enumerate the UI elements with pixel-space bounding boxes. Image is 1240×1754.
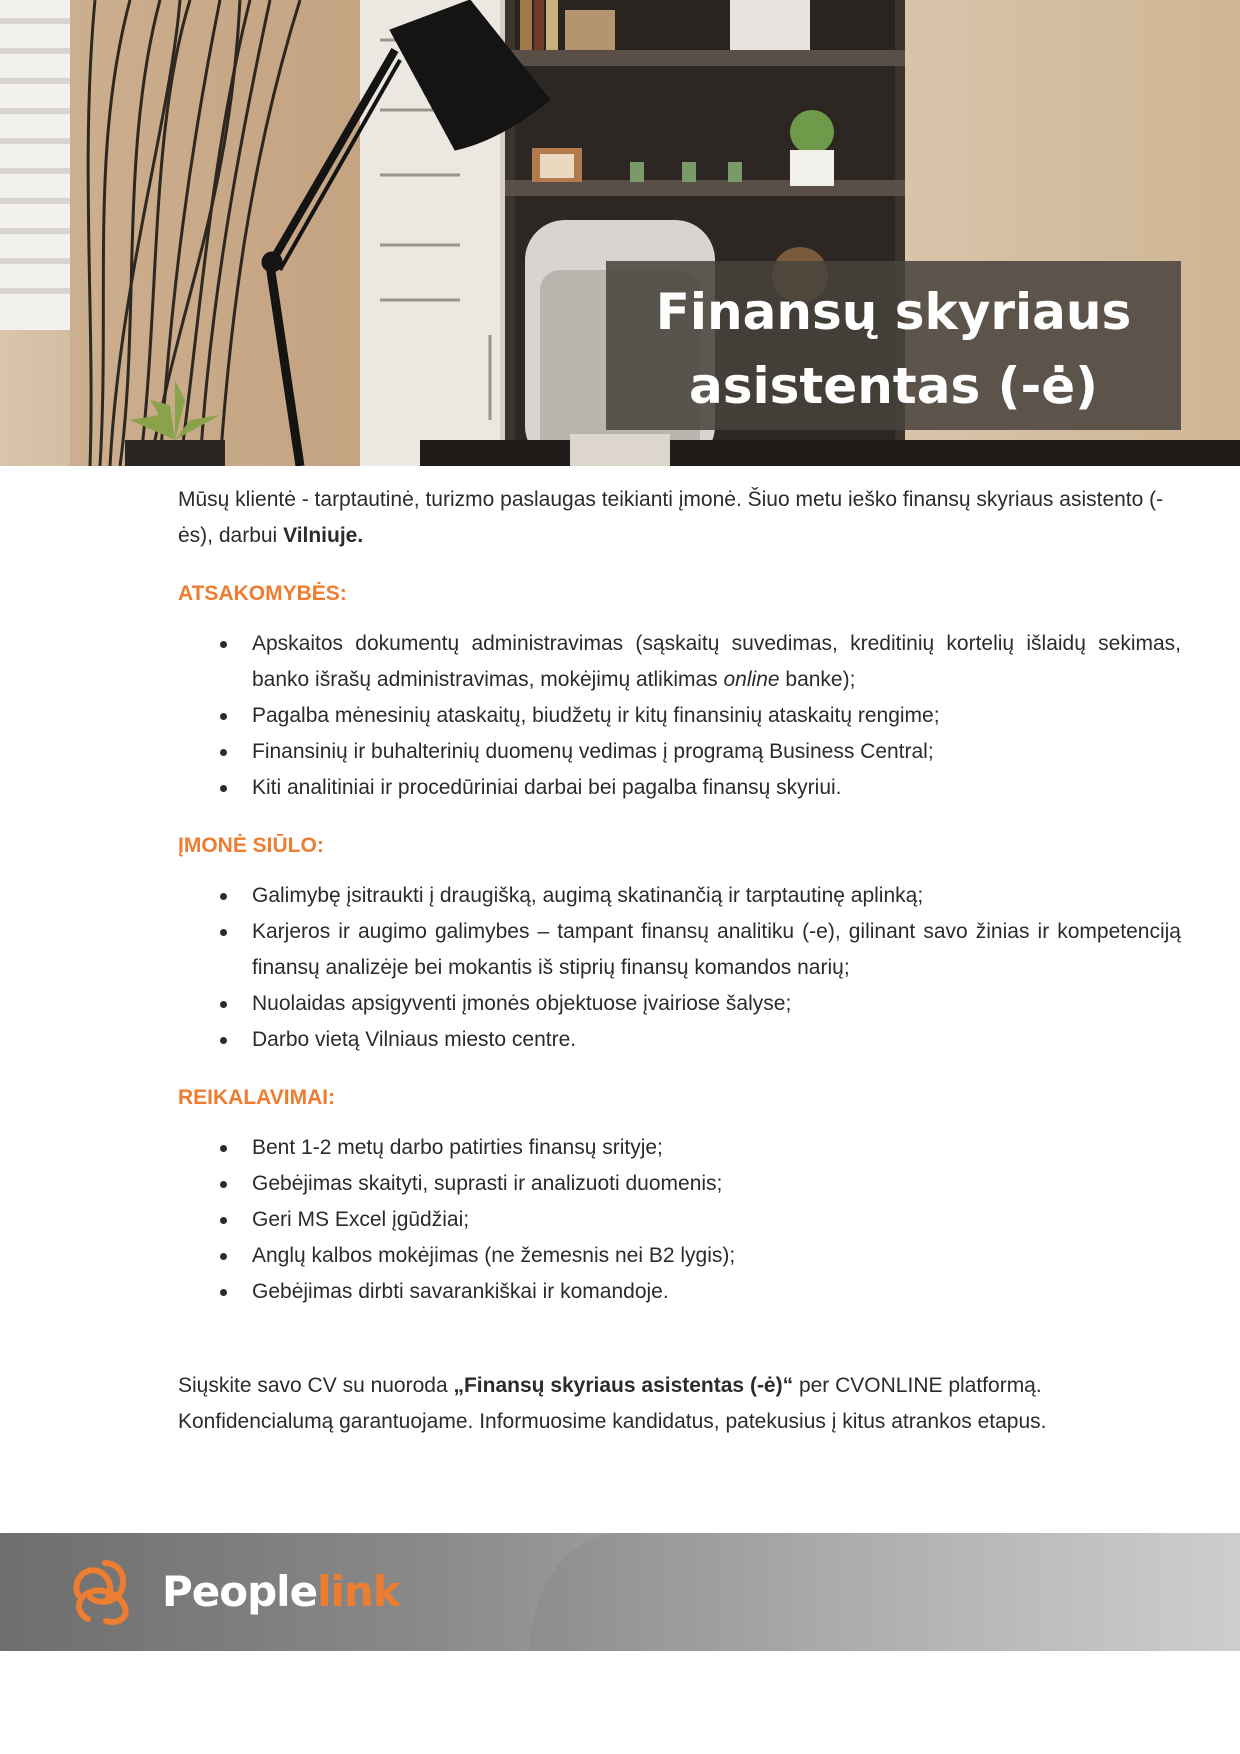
peoplelink-logo (68, 1555, 400, 1629)
closing-reference: „Finansų skyriaus asistentas (-ė)“ (453, 1374, 794, 1397)
intro-city: Vilniuje. (283, 524, 364, 547)
list-item: Karjeros ir augimo galimybes – tampant finansų analitiku (-e), gilinant savo žinias ir kompetenciją finansų analizėje bei mokantis iš stiprių finansų komandos narių; (178, 914, 1181, 986)
list-item-text: Apskaitos dokumentų administravimas (sąskaitų suvedimas, kreditinių kortelių išlaidų sekimas, banko išrašų administravimas, mokėjimų atlikimas (252, 632, 1181, 691)
hero-image (0, 0, 1240, 466)
logo-text-link: link (317, 1567, 400, 1616)
list-item: Nuolaidas apsigyventi įmonės objektuose įvairiose šalyse; (178, 986, 1181, 1022)
list-item: Geri MS Excel įgūdžiai; (178, 1202, 1181, 1238)
list-item: Finansinių ir buhalterinių duomenų vedimas į programą Business Central; (178, 734, 1181, 770)
section-heading-offer: ĮMONĖ SIŪLO: (178, 834, 324, 857)
list-item: Anglų kalbos mokėjimas (ne žemesnis nei B2 lygis); (178, 1238, 1181, 1274)
job-description (178, 482, 1181, 1440)
closing-paragraph (178, 1368, 1181, 1440)
list-item: Kiti analitiniai ir procedūriniai darbai bei pagalba finansų skyriui. (178, 770, 1181, 806)
footer-banner (0, 1533, 1240, 1651)
requirements-list (178, 1130, 1181, 1310)
job-title-line-1: Finansų skyriaus (655, 283, 1132, 341)
list-item: Bent 1-2 metų darbo patirties finansų srityje; (178, 1130, 1181, 1166)
job-title-line-2: asistentas (-ė) (689, 357, 1098, 415)
list-item: Pagalba mėnesinių ataskaitų, biudžetų ir kitų finansinių ataskaitų rengime; (178, 698, 1181, 734)
list-item-italic: online (723, 668, 780, 691)
section-heading-responsibilities: ATSAKOMYBĖS: (178, 582, 347, 605)
section-heading-requirements: REIKALAVIMAI: (178, 1086, 336, 1109)
closing-text: per CVONLINE platformą. (793, 1374, 1042, 1397)
closing-line-1 (178, 1368, 1181, 1404)
list-item: Gebėjimas skaityti, suprasti ir analizuoti duomenis; (178, 1166, 1181, 1202)
list-item: Galimybę įsitraukti į draugišką, augimą skatinančią ir tarptautinę aplinką; (178, 878, 1181, 914)
closing-text: Siųskite savo CV su nuoroda (178, 1374, 454, 1397)
intro-paragraph (178, 482, 1181, 554)
responsibilities-list (178, 626, 1181, 806)
job-title-box (606, 261, 1181, 430)
list-item (178, 626, 1181, 698)
footer-decoration (530, 1533, 1240, 1651)
peoplelink-logo-icon (68, 1555, 142, 1629)
list-item: Darbo vietą Vilniaus miesto centre. (178, 1022, 1181, 1058)
intro-text: Mūsų klientė - tarptautinė, turizmo paslaugas teikianti įmonė. Šiuo metu ieško finansų skyriaus asistento (-ės), darbui (178, 488, 1164, 547)
offer-list (178, 878, 1181, 1058)
closing-line-2: Konfidencialumą garantuojame. Informuosime kandidatus, patekusius į kitus atrankos etapus. (178, 1410, 1047, 1433)
list-item: Gebėjimas dirbti savarankiškai ir komandoje. (178, 1274, 1181, 1310)
list-item-text: banke); (779, 668, 856, 691)
peoplelink-logo-text (162, 1567, 400, 1617)
logo-text-people: People (162, 1567, 318, 1616)
